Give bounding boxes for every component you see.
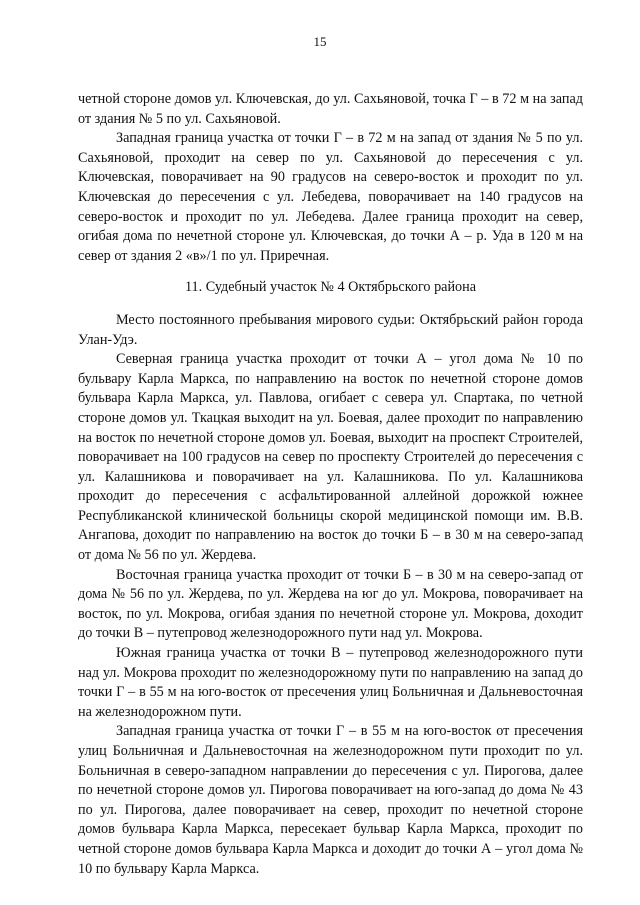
paragraph-3: Место постоянного пребывания мирового судьи: Октябрьский район города Улан-Удэ.	[78, 311, 583, 348]
page-number: 15	[313, 34, 327, 49]
paragraph-5: Восточная граница участка проходит от точки Б – в 30 м на северо-запад от дома № 56 по ул. Жердева, по ул. Жердева на юг до ул. Мокрова, поворачивает на восток, по ул. Мокрова, огибая здания по нечетной стороне ул. Мокрова, доходит до точки В – путепровод железнодорожного пути над ул. Мокрова.	[78, 566, 583, 642]
section-heading: 11. Судебный участок № 4 Октябрьского района	[184, 279, 477, 296]
paragraph-4: Северная граница участка проходит от точки А – угол дома № 10 по бульвару Карла Маркса, по направлению на восток по нечетной стороне домов бульвара Карла Маркса, ул. Павлова, огибает с севера ул. Спартака, по четной стороне домов ул. Ткацкая выходит на ул. Боевая, далее проходит по направлению на восток по нечетной стороне домов ул. Боевая, выходит на проспект Строителей, поворачивает на 100 градусов на север по проспекту Строителей до пересечения с ул. Калашникова и поворачивает на ул. Калашникова. По ул. Калашникова проходит до пересечения с асфальтированной аллейной дорожкой южнее Республиканской клинической больницы скорой медицинской помощи им. В.В. Ангапова, доходит по направлению на восток до точки Б – в 30 м на северо-запад от дома № 56 по ул. Жердева.	[78, 351, 583, 564]
paragraph-7: Западная граница участка от точки Г – в 55 м на юго-восток от пресечения улиц Больничная и Дальневосточная на железнодорожном пути проходит по ул. Больничная в северо-западном направлении до пересечения с ул. Пирогова, далее по нечетной стороне домов ул. Пирогова поворачивает на юго-запад до дома № 43 по ул. Пирогова, далее поворачивает на север, проходит по нечетной стороне домов бульвара Карла Маркса, пересекает бульвар Карла Маркса, проходит по четной стороне домов бульвара Карла Маркса и доходит до точки А – угол дома № 10 по бульвару Карла Маркса.	[78, 723, 583, 877]
paragraph-6: Южная граница участка от точки В – путепровод железнодорожного пути над ул. Мокрова проходит по железнодорожному пути по направлению на запад до точки Г – в 55 м на юго-восток от пресечения улиц Больничная и Дальневосточная на железнодорожном пути.	[78, 645, 583, 720]
paragraph-1: четной стороне домов ул. Ключевская, до ул. Сахьяновой, точка Г – в 72 м на запад от здания № 5 по ул. Сахьяновой.	[78, 91, 583, 127]
document-body	[78, 90, 583, 879]
paragraph-2: Западная граница участка от точки Г – в 72 м на запад от здания № 5 по ул. Сахьяновой, проходит на север по ул. Сахьяновой до пересечения с ул. Ключевская, поворачивает на 90 градусов на северо-восток и проходит по ул. Ключевская до пересечения с ул. Лебедева, поворачивает на 140 градусов на северо-восток и проходит по ул. Лебедева. Далее граница проходит на север, огибая дома по нечетной стороне ул. Ключевская, до точки А – р. Уда в 120 м на север от здания 2 «в»/1 по ул. Приречная.	[78, 130, 583, 264]
